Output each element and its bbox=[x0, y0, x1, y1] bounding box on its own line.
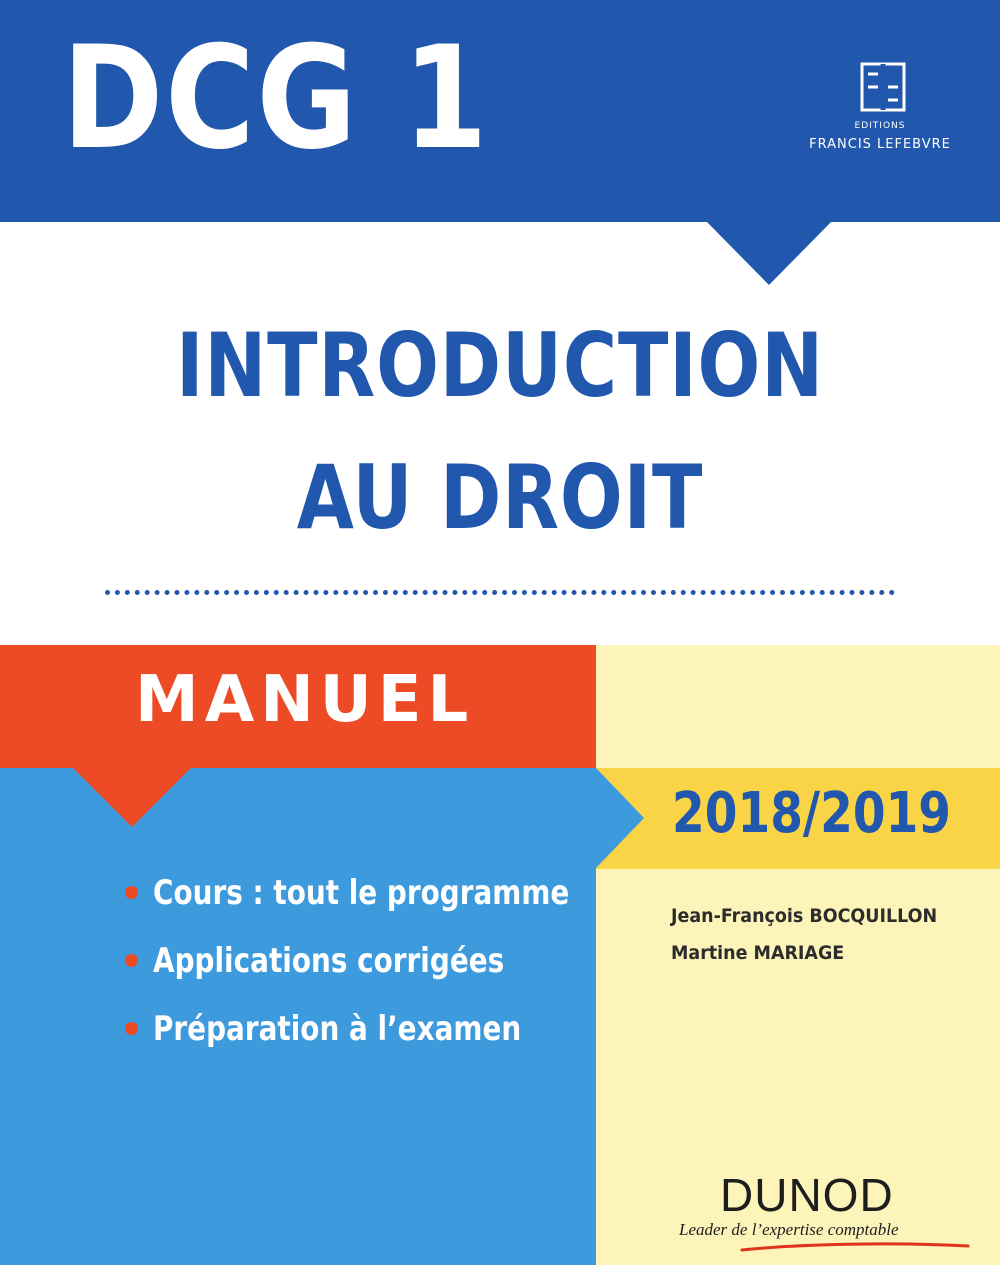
feature-text: Applications corrigées bbox=[153, 941, 505, 981]
feature-list bbox=[125, 868, 661, 1072]
imprint-tagline: Leader de l’expertise comptable bbox=[679, 1220, 899, 1239]
feature-text: Préparation à l’examen bbox=[153, 1009, 522, 1049]
book-title-line-1: INTRODUCTION bbox=[176, 314, 824, 417]
imprint-logo: DUNOD bbox=[720, 1169, 894, 1221]
feature-item bbox=[125, 1004, 661, 1072]
dotted-divider bbox=[105, 590, 895, 595]
publisher-name: FRANCIS LEFEBVRE bbox=[809, 137, 951, 152]
top-band bbox=[0, 0, 1000, 222]
feature-item bbox=[125, 868, 661, 936]
feature-text: Cours : tout le programme bbox=[153, 873, 570, 913]
author-name: Martine MARIAGE bbox=[671, 942, 845, 964]
author-name: Jean-François BOCQUILLON bbox=[671, 905, 938, 927]
author-list bbox=[671, 898, 960, 972]
dot-bullet-icon bbox=[125, 1022, 138, 1035]
band-notch bbox=[706, 221, 832, 285]
swoosh-underline-icon bbox=[740, 1240, 970, 1254]
feature-item bbox=[125, 936, 661, 1004]
format-label: MANUEL bbox=[135, 663, 475, 737]
edition-year: 2018/2019 bbox=[672, 781, 952, 846]
publisher-label-small: EDITIONS bbox=[854, 121, 906, 131]
dot-bullet-icon bbox=[125, 954, 138, 967]
series-title: DCG 1 bbox=[62, 16, 490, 181]
dot-bullet-icon bbox=[125, 886, 138, 899]
edition-arrow bbox=[596, 768, 644, 868]
francis-lefebvre-logo-icon bbox=[860, 62, 906, 112]
book-title-line-2: AU DROIT bbox=[296, 446, 704, 549]
book-title bbox=[0, 300, 1000, 564]
format-panel-tip bbox=[72, 767, 192, 827]
